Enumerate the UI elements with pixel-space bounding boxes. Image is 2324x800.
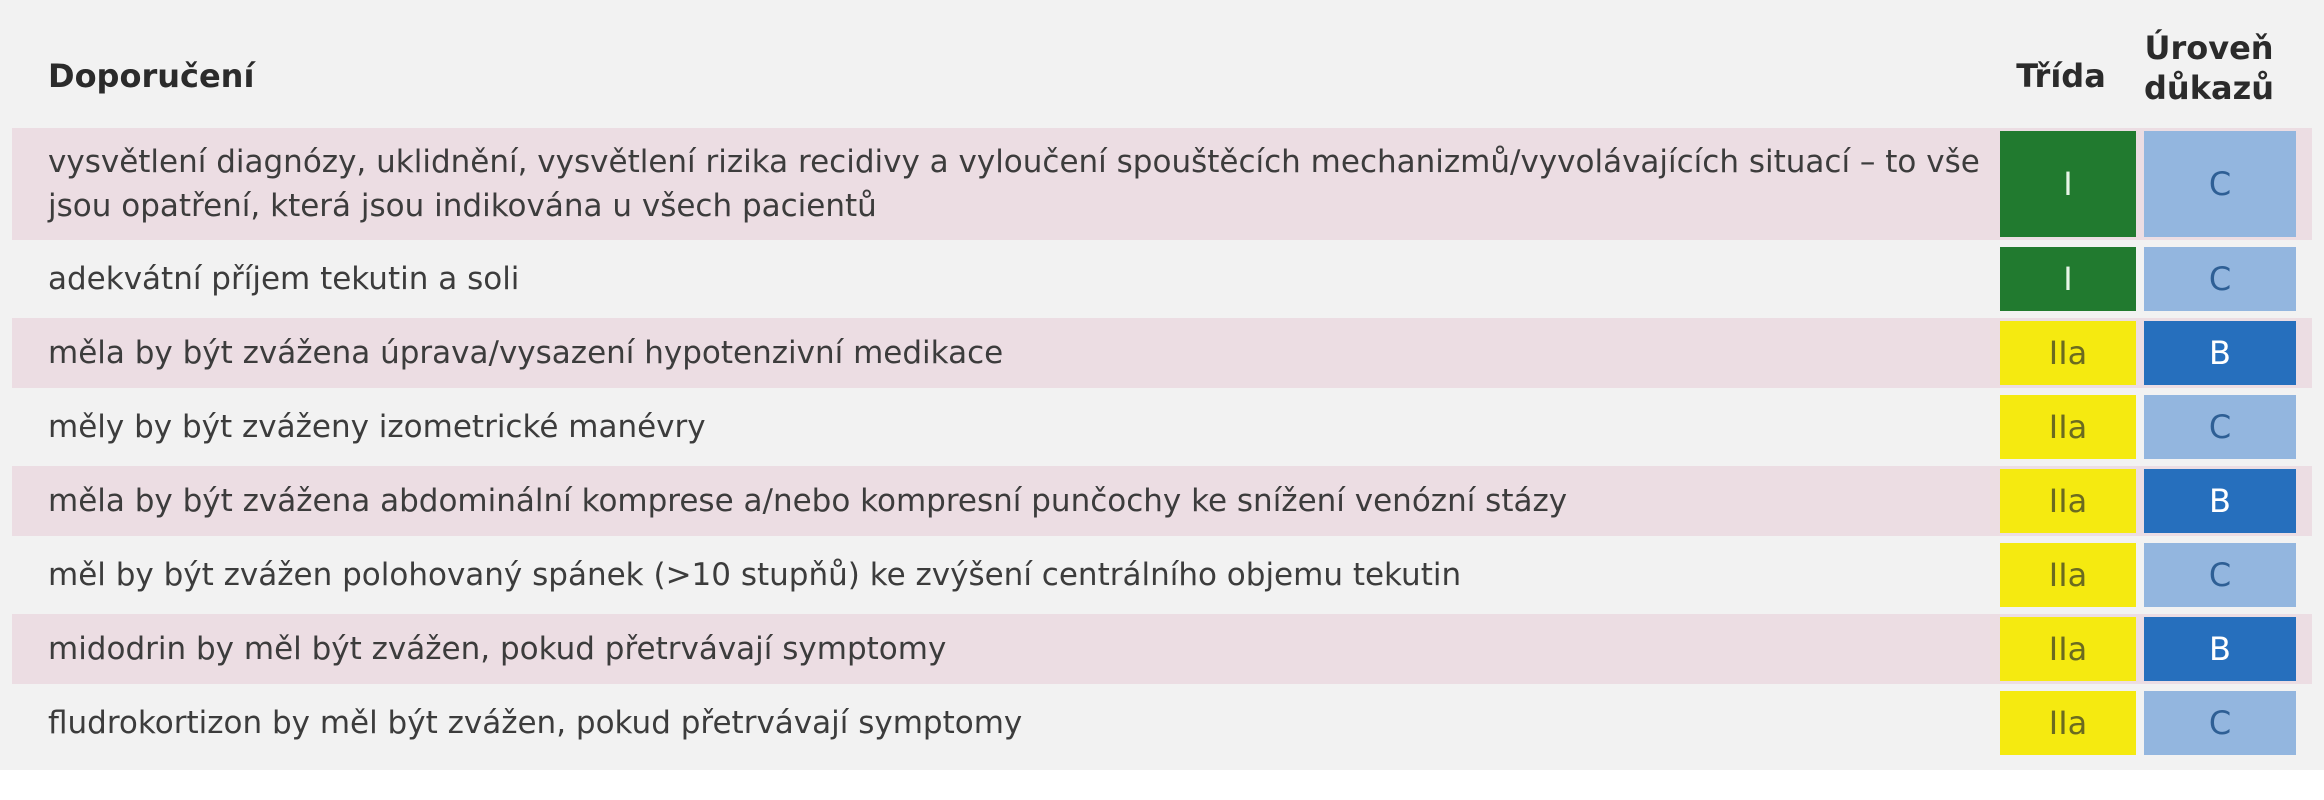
recommendation-text: měly by být zváženy izometrické manévry <box>48 409 706 445</box>
header-recommendation: Doporučení <box>48 57 255 95</box>
class-badge: IIa <box>2000 469 2136 533</box>
class-badge: IIa <box>2000 617 2136 681</box>
level-badge: B <box>2144 617 2296 681</box>
recommendation-text: vysvětlení diagnózy, uklidnění, vysvětlení rizika recidivy a vyloučení spouštěcích mechanizmů/vyvolávajících situací – to vše jsou opatření, která jsou indikována u všech pacientů <box>48 144 1980 224</box>
level-badge: B <box>2144 469 2296 533</box>
level-badge: C <box>2144 395 2296 459</box>
level-badge: C <box>2144 247 2296 311</box>
table-row <box>12 466 2312 536</box>
header-level-line1: Úroveň <box>2144 29 2274 67</box>
class-badge: IIa <box>2000 691 2136 755</box>
table-row <box>12 614 2312 684</box>
recommendation-text: měla by být zvážena úprava/vysazení hypotenzivní medikace <box>48 335 1004 371</box>
recommendation-text: měl by být zvážen polohovaný spánek (>10 stupňů) ke zvýšení centrálního objemu tekutin <box>48 557 1462 593</box>
class-badge: IIa <box>2000 543 2136 607</box>
recommendation-text: fludrokortizon by měl být zvážen, pokud přetrvávají symptomy <box>48 705 1023 741</box>
header-class: Třída <box>2016 57 2106 95</box>
class-badge: IIa <box>2000 321 2136 385</box>
table-row <box>12 318 2312 388</box>
class-badge: IIa <box>2000 395 2136 459</box>
class-badge: I <box>2000 247 2136 311</box>
level-badge: C <box>2144 543 2296 607</box>
table-row <box>12 688 2312 758</box>
level-badge: C <box>2144 691 2296 755</box>
header-level-of-evidence <box>2134 28 2284 108</box>
class-badge: I <box>2000 131 2136 237</box>
header-level-line2: důkazů <box>2144 69 2274 107</box>
level-badge: B <box>2144 321 2296 385</box>
table-row <box>12 540 2312 610</box>
level-badge: C <box>2144 131 2296 237</box>
recommendation-text: adekvátní příjem tekutin a soli <box>48 261 520 297</box>
recommendation-text: midodrin by měl být zvážen, pokud přetrvávají symptomy <box>48 631 947 667</box>
table-row <box>12 392 2312 462</box>
table-row <box>12 244 2312 314</box>
table-row <box>12 128 2312 240</box>
recommendation-text: měla by být zvážena abdominální komprese a/nebo kompresní punčochy ke snížení venózní stázy <box>48 483 1568 519</box>
